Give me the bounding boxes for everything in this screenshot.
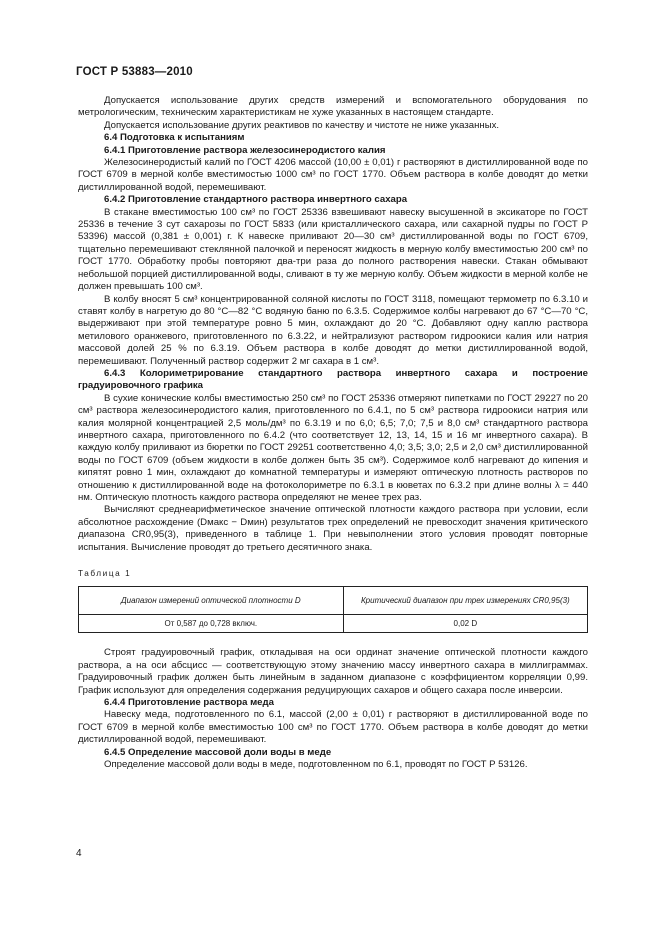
document-body [78, 95, 588, 772]
table-header-cell: Диапазон измерений оптической плотности D [79, 587, 344, 615]
table-header-row [79, 587, 588, 615]
table-1 [78, 586, 588, 633]
section-heading-6-4-2: 6.4.2 Приготовление стандартного раствора инвертного сахара [104, 194, 408, 206]
table-cell: От 0,587 до 0,728 включ. [79, 615, 344, 633]
section-heading-6-4-1: 6.4.1 Приготовление раствора железосинеродистого калия [104, 144, 386, 156]
paragraph: Допускается использование других реактивов по качеству и чистоте не ниже указанных. [104, 119, 500, 131]
paragraph: Определение массовой доли воды в меде, подготовленном по 6.1, проводят по ГОСТ Р 53126. [104, 759, 528, 771]
paragraph: Вычисляют среднеарифметическое значение оптической плотности каждого раствора при условии, если абсолютное расхождение (Dмакс − Dмин) результатов трех определений не превосходит значения критического диапазона CR0,95(3), приведенного в таблице 1. При невыполнении этого условия проводят повторные испытания. Вычисление проводят до третьего десятичного знака. [78, 504, 588, 553]
section-heading-6-4-5: 6.4.5 Определение массовой доли воды в меде [104, 746, 332, 758]
page-number: 4 [76, 848, 82, 859]
paragraph: В сухие конические колбы вместимостью 250 см³ по ГОСТ 25336 отмеряют пипетками по ГОСТ 29227 по 20 см³ раствора железосинеродистого калия, приготовленного по 6.4.1, по 5 см³ раствора гидроокиси натрия или калия молярной концентрацией 2,5 моль/дм³ по 6.3.19 и по 6,0; 6,5; 7,0; 7,5 и 8,0 см³ стандартного раствора инвертного сахара, приготовленного по 6.4.2 (что соответствует 12, 13, 14, 15 и 16 мг инвертного сахара). В каждую колбу приливают из бюретки по ГОСТ 29251 соответственно 4,0; 3,5; 3,0; 2,5 и 2,0 см³ дистиллированной воды по ГОСТ 6709 (объем жидкости в колбе должен быть 35 см³). Содержимое колб нагревают до кипения и кипятят ровно 1 мин, охлаждают до комнатной температуры и измеряют оптическую плотность растворов по отношению к дистиллированной воде на фотоколориметре по 6.3.1 в кюветах по 6.3.2 при длине волны λ = 440 нм. Оптическую плотность каждого раствора определяют не менее трех раз. [78, 392, 588, 503]
table-header-cell: Критический диапазон при трех измерениях CR0,95(3) [343, 587, 587, 615]
paragraph: Навеску меда, подготовленного по 6.1, массой (2,00 ± 0,01) г растворяют в дистиллированной воде по ГОСТ 6709 в мерной колбе вместимостью 100 см³ по ГОСТ 1770. Объем раствора в колбе доводят до метки дистиллированной водой, перемешивают. [78, 709, 588, 746]
paragraph: Железосинеродистый калий по ГОСТ 4206 массой (10,00 ± 0,01) г растворяют в дистиллированной воде по ГОСТ 6709 в мерной колбе вместимостью 1000 см³ по ГОСТ 1770. Объем раствора в колбе доводят до метки дистиллированной водой, перемешивают. [78, 157, 588, 193]
section-heading-6-4-4: 6.4.4 Приготовление раствора меда [104, 697, 274, 709]
table-cell: 0,02 D [343, 615, 587, 633]
section-heading-6-4-3: 6.4.3 Колориметрирование стандартного раствора инвертного сахара и построение градуировочного графика [78, 367, 588, 392]
standard-header: ГОСТ Р 53883—2010 [76, 66, 193, 78]
table-row [79, 615, 588, 633]
paragraph: В стакане вместимостью 100 см³ по ГОСТ 25336 взвешивают навеску высушенной в эксикаторе по ГОСТ 25336 в течение 3 сут сахарозы по ГОСТ 5833 (или кристаллического сахара, или сахарной пудры по ГОСТ Р 53396) массой (0,381 ± 0,001) г. К навеске приливают 20—30 см³ дистиллированной воды по ГОСТ 6709, тщательно перемешивают стеклянной палочкой и переносят жидкость в мерную колбу вместимостью 200 см³ по ГОСТ 1770. Обработку пробы повторяют два-три раза до полного растворения навески. Стакан обмывают небольшой порцией дистиллированной воды, сливают в ту же мерную колбу. Объем жидкости в мерной колбе не должен превышать 100 см³. [78, 206, 588, 293]
paragraph: Допускается использование других средств измерений и вспомогательного оборудования по метрологическим, техническим характеристикам не хуже указанных в настоящем стандарте. [78, 95, 588, 119]
paragraph: Строят градуировочный график, откладывая на оси ординат значение оптической плотности каждого раствора, а на оси абсцисс — соответствующую этому значению массу инвертного сахара в миллиграммах. Градуировочный график должен быть линейным в заданном диапазоне с коэффициентом корреляции 0,99. График используют для определения содержания редуцирующих сахаров и общего сахара после инверсии. [78, 647, 588, 696]
paragraph: В колбу вносят 5 см³ концентрированной соляной кислоты по ГОСТ 3118, помещают термометр по 6.3.10 и ставят колбу в нагретую до 80 °С—82 °С водяную баню по 6.3.5. Содержимое колбы нагревают до 67 °С—70 °С, выдерживают при этой температуре ровно 5 мин, охлаждают до 20 °С. Добавляют одну каплю раствора метилового оранжевого, приготовленного по 6.3.22, и нейтрализуют раствором гидроокиси калия или натрия массовой долей 25 % по 6.3.19. Объем раствора в колбе доводят до метки дистиллированной водой, перемешивают. Полученный раствор содержит 2 мг сахара в 1 см³. [78, 293, 588, 367]
section-heading-6-4: 6.4 Подготовка к испытаниям [104, 132, 245, 144]
table-caption: Таблица 1 [78, 569, 132, 579]
